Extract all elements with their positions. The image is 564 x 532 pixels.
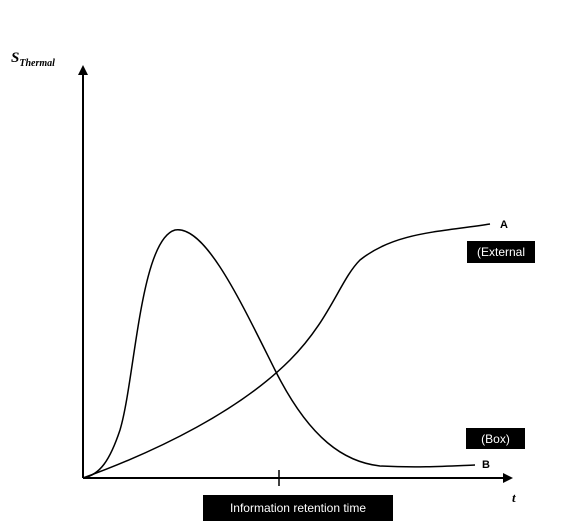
- curve-b-note: (Box): [466, 428, 525, 449]
- curve-a-tag: A: [500, 219, 508, 231]
- tick-caption: Information retention time: [203, 495, 393, 521]
- curve-b-tag: B: [482, 459, 490, 471]
- x-axis-label: t: [512, 490, 516, 505]
- y-axis-symbol: S: [11, 50, 20, 66]
- curve-a-note: (External: [467, 241, 535, 263]
- curve-b: [83, 230, 475, 478]
- curve-a: [83, 224, 490, 478]
- y-axis-label: [11, 50, 55, 69]
- y-axis-subscript: Thermal: [19, 58, 55, 69]
